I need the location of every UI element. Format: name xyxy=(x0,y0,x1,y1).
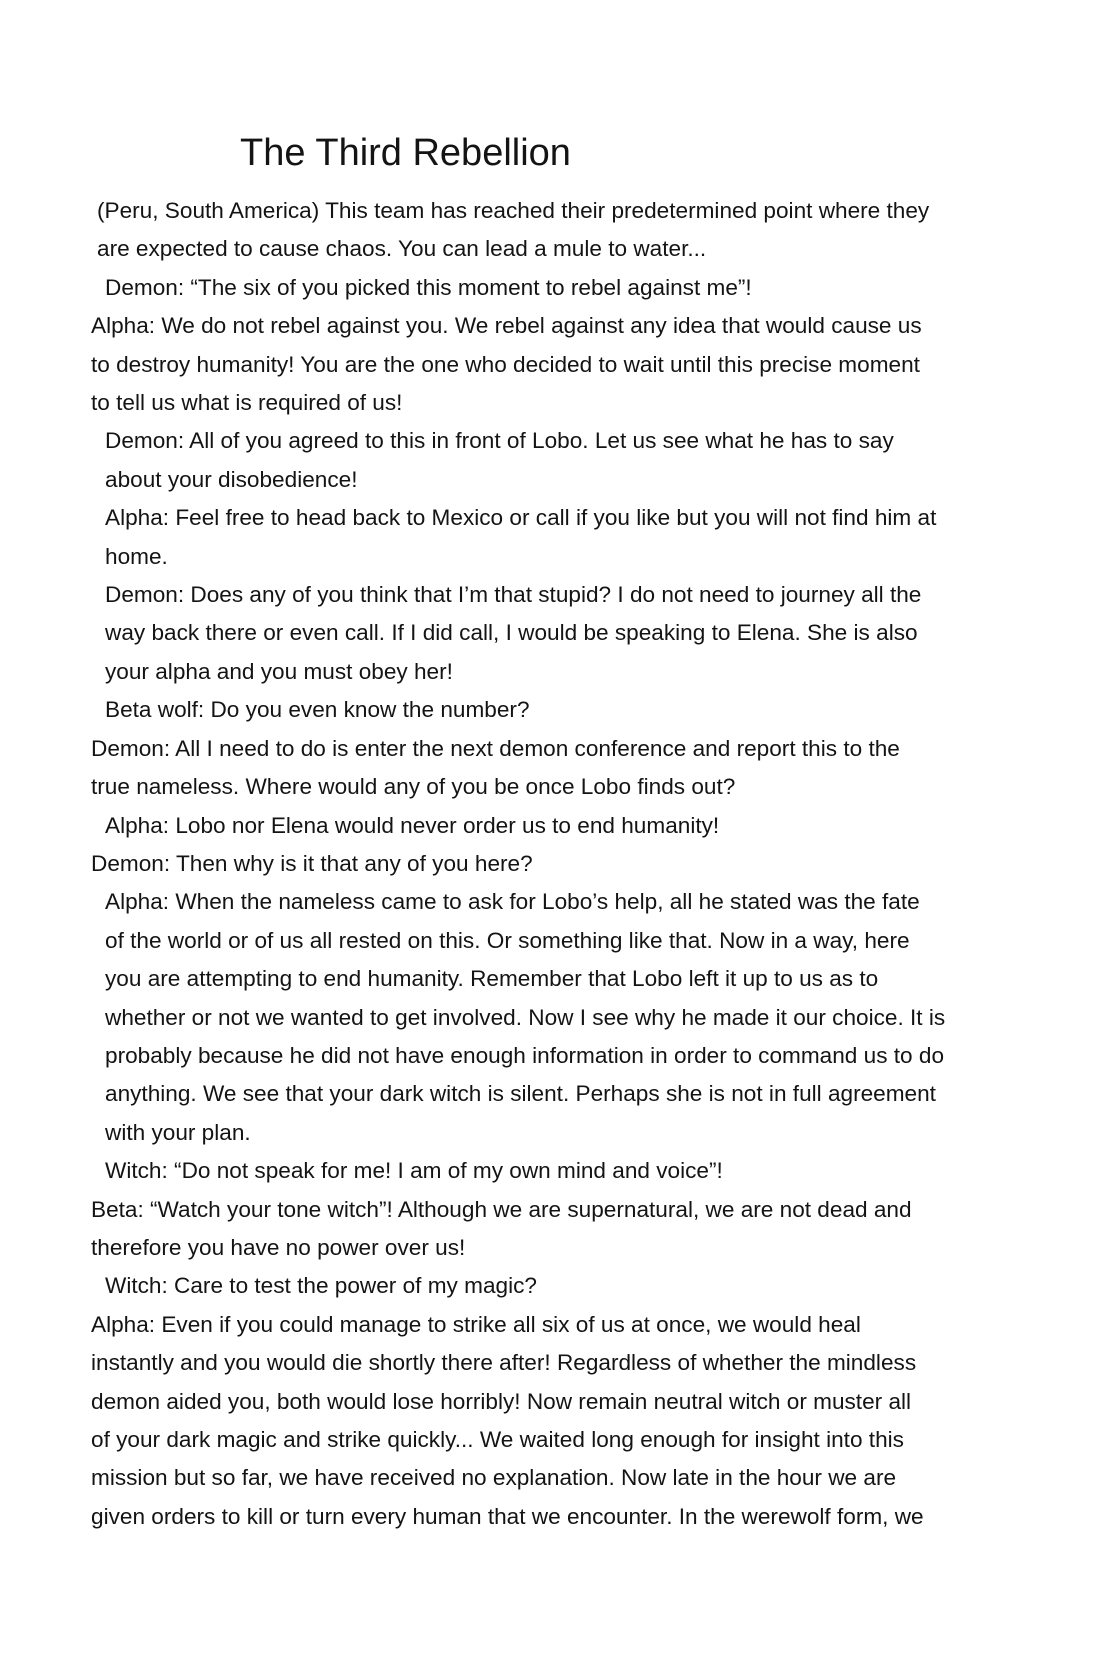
text-line: with your plan. xyxy=(105,1119,251,1145)
text-line: Alpha: When the nameless came to ask for Lobo’s help, all he stated was the fate xyxy=(105,889,920,915)
text-line: your alpha and you must obey her! xyxy=(105,658,453,684)
text-line: to destroy humanity! You are the one who decided to wait until this precise moment xyxy=(91,351,920,377)
text-line: Witch: “Do not speak for me! I am of my own mind and voice”! xyxy=(105,1158,723,1184)
text-line: about your disobedience! xyxy=(105,466,358,492)
text-line: Beta: “Watch your tone witch”! Although we are supernatural, we are not dead and xyxy=(91,1196,912,1222)
dialogue-paragraph xyxy=(91,422,1021,499)
text-line: Alpha: Feel free to head back to Mexico or call if you like but you will not find him at xyxy=(105,505,937,531)
text-line: Demon: “The six of you picked this moment to rebel against me”! xyxy=(105,274,752,300)
dialogue-paragraph xyxy=(91,576,1021,691)
dialogue-paragraph xyxy=(91,1191,1021,1268)
text-line: Alpha: Lobo nor Elena would never order us to end humanity! xyxy=(105,812,720,838)
text-line: of your dark magic and strike quickly... We waited long enough for insight into this xyxy=(91,1427,904,1452)
text-line: whether or not we wanted to get involved. Now I see why he made it our choice. It is xyxy=(105,1004,946,1030)
document-title: The Third Rebellion xyxy=(240,132,571,174)
dialogue-paragraph xyxy=(91,807,1021,845)
text-line: you are attempting to end humanity. Remember that Lobo left it up to us as to xyxy=(105,966,879,992)
text-line: Demon: Does any of you think that I’m that stupid? I do not need to journey all the xyxy=(105,582,922,608)
text-line: home. xyxy=(105,543,168,569)
text-line: mission but so far, we have received no explanation. Now late in the hour we are xyxy=(91,1465,897,1491)
text-line: demon aided you, both would lose horribly! Now remain neutral witch or muster all xyxy=(91,1388,912,1414)
text-line: of the world or of us all rested on this. Or something like that. Now in a way, here xyxy=(105,927,910,953)
text-line: probably because he did not have enough information in order to command us to do xyxy=(105,1042,945,1068)
text-line: Demon: Then why is it that any of you here? xyxy=(91,850,533,876)
dialogue-paragraph xyxy=(91,1267,1021,1305)
text-line: to tell us what is required of us! xyxy=(91,390,403,416)
text-line: Demon: All I need to do is enter the next demon conference and report this to the xyxy=(91,735,900,761)
dialogue-paragraph xyxy=(91,1152,1021,1190)
text-line: given orders to kill or turn every human that we encounter. In the werewolf form, we xyxy=(91,1503,924,1529)
text-line: anything. We see that your dark witch is silent. Perhaps she is not in full agreement xyxy=(105,1081,936,1107)
text-line: are expected to cause chaos. You can lead a mule to water... xyxy=(97,236,707,262)
text-line: instantly and you would die shortly there after! Regardless of whether the mindless xyxy=(91,1350,917,1376)
text-line: true nameless. Where would any of you be once Lobo finds out? xyxy=(91,774,736,800)
text-line: therefore you have no power over us! xyxy=(91,1234,466,1260)
dialogue-paragraph xyxy=(91,307,1021,422)
text-line: Witch: Care to test the power of my magic? xyxy=(105,1273,537,1299)
document-body xyxy=(91,192,1021,1536)
text-line: Alpha: We do not rebel against you. We rebel against any idea that would cause us xyxy=(91,313,922,339)
dialogue-paragraph xyxy=(91,192,1021,269)
dialogue-paragraph xyxy=(91,499,1021,576)
text-line: way back there or even call. If I did call, I would be speaking to Elena. She is also xyxy=(105,620,918,646)
dialogue-paragraph xyxy=(91,269,1021,307)
text-line: Alpha: Even if you could manage to strike all six of us at once, we would heal xyxy=(91,1311,861,1337)
dialogue-paragraph xyxy=(91,691,1021,729)
text-line: Beta wolf: Do you even know the number? xyxy=(105,697,530,723)
dialogue-paragraph xyxy=(91,845,1021,883)
text-line: Demon: All of you agreed to this in front of Lobo. Let us see what he has to say xyxy=(105,428,894,454)
dialogue-paragraph xyxy=(91,730,1021,807)
text-line: (Peru, South America) This team has reached their predetermined point where they xyxy=(97,198,930,223)
dialogue-paragraph xyxy=(91,883,1021,1152)
dialogue-paragraph xyxy=(91,1306,1021,1536)
